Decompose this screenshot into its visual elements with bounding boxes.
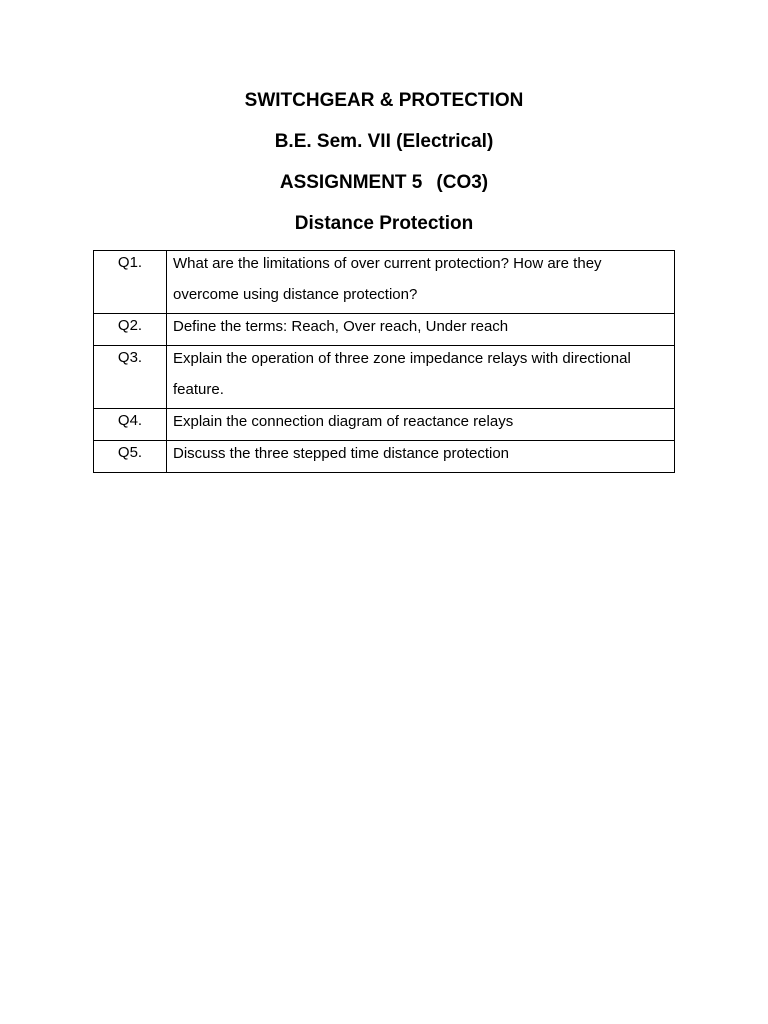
topic-title: Distance Protection	[294, 213, 474, 234]
question-text: Explain the connection diagram of reactance relays	[167, 409, 675, 441]
assignment-title	[0, 171, 768, 195]
question-number: Q2.	[94, 314, 167, 346]
questions-table	[93, 250, 675, 473]
question-row	[94, 251, 675, 314]
subject-title: SWITCHGEAR & PROTECTION	[244, 90, 524, 111]
question-row	[94, 441, 675, 473]
question-row	[94, 409, 675, 441]
question-text: Define the terms: Reach, Over reach, Under reach	[167, 314, 675, 346]
question-text: Discuss the three stepped time distance protection	[167, 441, 675, 473]
question-text: What are the limitations of over current protection? How are they overcome using distance protection?	[167, 251, 675, 314]
question-row	[94, 346, 675, 409]
question-number: Q5.	[94, 441, 167, 473]
course-title: B.E. Sem. VII (Electrical)	[274, 131, 494, 152]
question-number: Q4.	[94, 409, 167, 441]
question-row	[94, 314, 675, 346]
question-text: Explain the operation of three zone impedance relays with directional feature.	[167, 346, 675, 409]
assignment-label: ASSIGNMENT 5	[279, 172, 423, 193]
course-outcome-label: (CO3)	[436, 172, 489, 193]
question-number: Q3.	[94, 346, 167, 409]
question-number: Q1.	[94, 251, 167, 314]
